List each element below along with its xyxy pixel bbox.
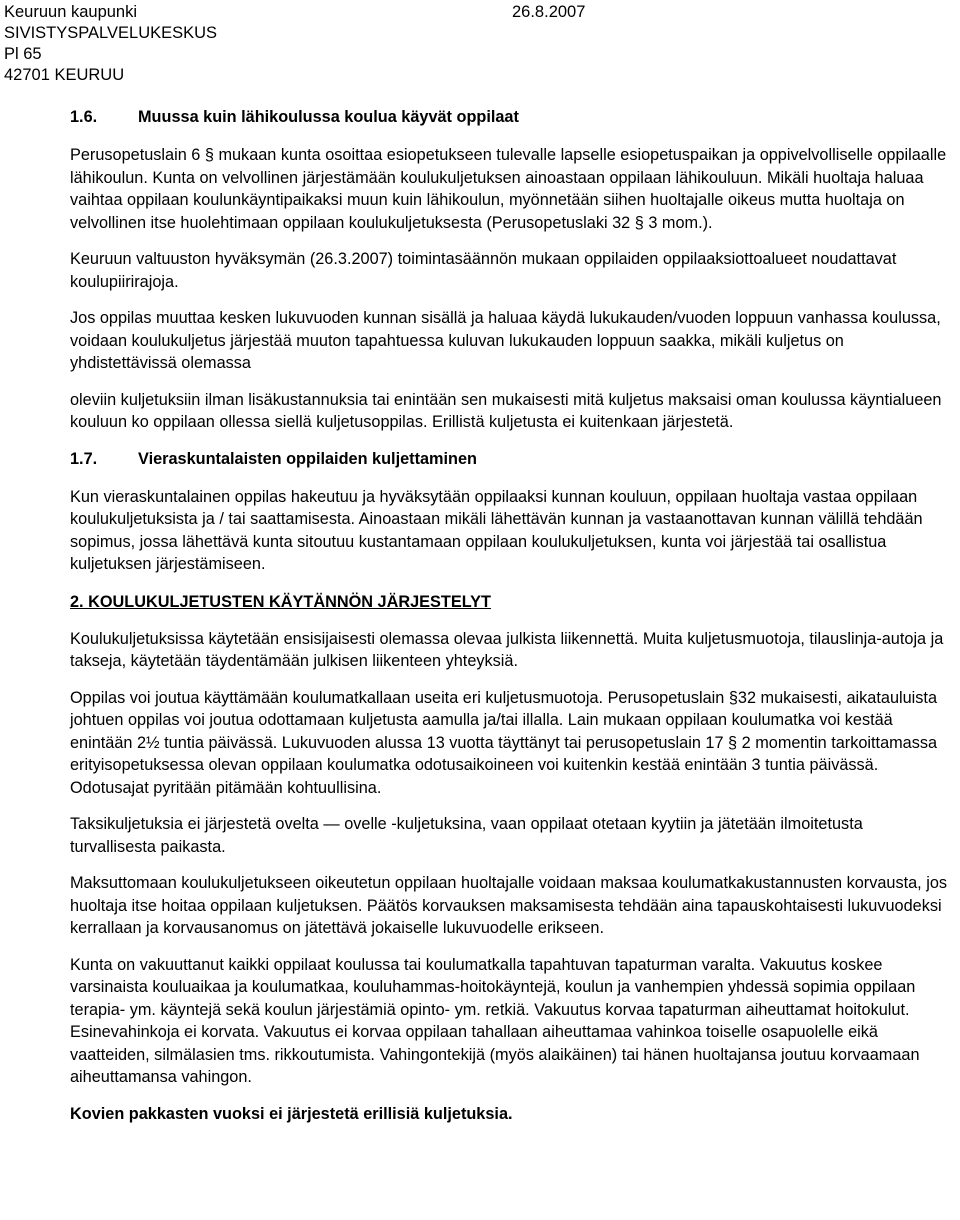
section-1-6-heading [70, 106, 952, 130]
section-title: Muussa kuin lähikoulussa koulua käyvät oppilaat [138, 108, 519, 126]
paragraph: Maksuttomaan koulukuljetukseen oikeutetun oppilaan huoltajalle voidaan maksaa koulumatkakustannusten korvausta, jos huoltaja itse hoitaa oppilaan kuljetuksen. Päätös korvauksen maksamisesta tehdään aina tapauskohtaisesti lukuvuodeksi kerrallaan ja korvausanomus on jätettävä jokaiselle lukuvuodelle erikseen. [70, 874, 948, 937]
paragraph: Jos oppilas muuttaa kesken lukuvuoden kunnan sisällä ja haluaa käydä lukukauden/vuoden loppuun vanhassa koulussa, voidaan koulukuljetus järjestää muuton tapahtuessa kuluvan lukukauden loppuun saakka, mikäli kuljetus on yhdistettävissä olemassa [70, 309, 941, 372]
paragraph: Perusopetuslain 6 § mukaan kunta osoittaa esiopetukseen tulevalle lapselle esiopetuspaikan ja oppivelvolliselle oppilaalle lähikoulun. Kunta on velvollinen järjestämään koulukuljetuksen ainoastaan oppilaan lähikouluun. Mikäli huoltaja haluaa vaihtaa oppilaan koulunkäyntipaikaksi muun kuin lähikoulun, myönnetään siihen huoltajalle oikeus mutta huoltaja on velvollinen itse huolehtimaan oppilaan koulukuljetuksesta (Perusopetuslaki 32 § 3 mom.). [70, 146, 947, 232]
document-date: 26.8.2007 [512, 3, 586, 21]
organization-name: Keuruun kaupunki [4, 3, 138, 21]
paragraph: Keuruun valtuuston hyväksymän (26.3.2007) toimintasäännön mukaan oppilaiden oppilaaksiottoalueet noudattavat koulupiirirajoja. [70, 250, 897, 291]
section-2-heading: 2. KOULUKULJETUSTEN KÄYTÄNNÖN JÄRJESTELYT [70, 592, 491, 611]
paragraph: Kun vieraskuntalainen oppilas hakeutuu ja hyväksytään oppilaaksi kunnan kouluun, oppilaan huoltaja vastaa oppilaan koulukuljetuksista ja / tai saattamisesta. Ainoastaan mikäli lähettävän kunnan ja vastaanottavan kunnan välillä tehdään sopimus, jossa lähettävä kunta sitoutuu kustantamaan oppilaan koulukuljetuksen, kunta voi järjestää tai osallistua kuljetuksen järjestämiseen. [70, 487, 923, 573]
paragraph: oleviin kuljetuksiin ilman lisäkustannuksia tai enintään sen mukaisesti mitä kuljetus maksaisi oman koulussa käyntialueen kouluun ko oppilaan ollessa siellä kuljetusoppilas. Erillistä kuljetusta ei kuitenkaan järjestetä. [70, 390, 942, 431]
section-1-7-heading [70, 448, 952, 472]
section-number: 1.7. [70, 449, 98, 468]
paragraph: Kunta on vakuuttanut kaikki oppilaat koulussa tai koulumatkalla tapahtuvan tapaturman varalta. Vakuutus koskee varsinaista kouluaikaa ja koulumatkaa, kouluhammas-hoitokäyntejä, koulun ja vanhempien yhdessä sopimia oppilaan terapia- ym. käyntejä sekä koulun järjestämiä opinto- ym. retkiä. Vakuutus korvaa tapaturman aiheuttamat hoitokulut. Esinevahinkoja ei korvata. Vakuutus ei korvaa oppilaan tahallaan aiheuttamaa vahinkoa toiselle osapuolelle eikä vaatteiden, silmälasien tms. rikkoutumista. Vahingontekijä (myös alaikäinen) tai hänen huoltajansa joutuu korvaamaan aiheuttamansa vahingon. [70, 955, 920, 1086]
paragraph: Koulukuljetuksissa käytetään ensisijaisesti olemassa olevaa julkista liikennettä. Muita kuljetusmuotoja, tilauslinja-autoja ja takseja, käytetään täydentämään julkisen liikenteen yhteyksiä. [70, 629, 944, 670]
letterhead [4, 2, 586, 86]
paragraph: Oppilas voi joutua käyttämään koulumatkallaan useita eri kuljetusmuotoja. Perusopetuslain §32 mukaisesti, aikatauluista johtuen oppilas voi joutua odottamaan kuljetusta aamulla ja/tai illalla. Lain mukaan oppilaan koulumatka voi kestää enintään 2½ tuntia päivässä. Lukuvuoden alussa 13 vuotta täyttänyt tai perusopetuslain 17 § 2 momentin tarkoittamassa erityisopetuksessa olevan oppilaan koulumatka odotusaikoineen voi kuitenkin kestää enintään 3 tuntia päivässä. Odotusajat pyritään pitämään kohtuullisina. [70, 688, 938, 797]
department-name: SIVISTYSPALVELUKESKUS [4, 24, 218, 42]
postal-address: 42701 KEURUU [4, 66, 125, 84]
closing-note: Kovien pakkasten vuoksi ei järjestetä erillisiä kuljetuksia. [70, 1104, 513, 1123]
po-box: Pl 65 [4, 45, 42, 63]
paragraph: Taksikuljetuksia ei järjestetä ovelta — ovelle -kuljetuksina, vaan oppilaat otetaan kyytiin ja jätetään ilmoitetusta turvallisesta paikasta. [70, 815, 863, 856]
section-number: 1.6. [70, 108, 98, 126]
section-title: Vieraskuntalaisten oppilaiden kuljettaminen [138, 449, 477, 468]
document-body [70, 106, 952, 1139]
